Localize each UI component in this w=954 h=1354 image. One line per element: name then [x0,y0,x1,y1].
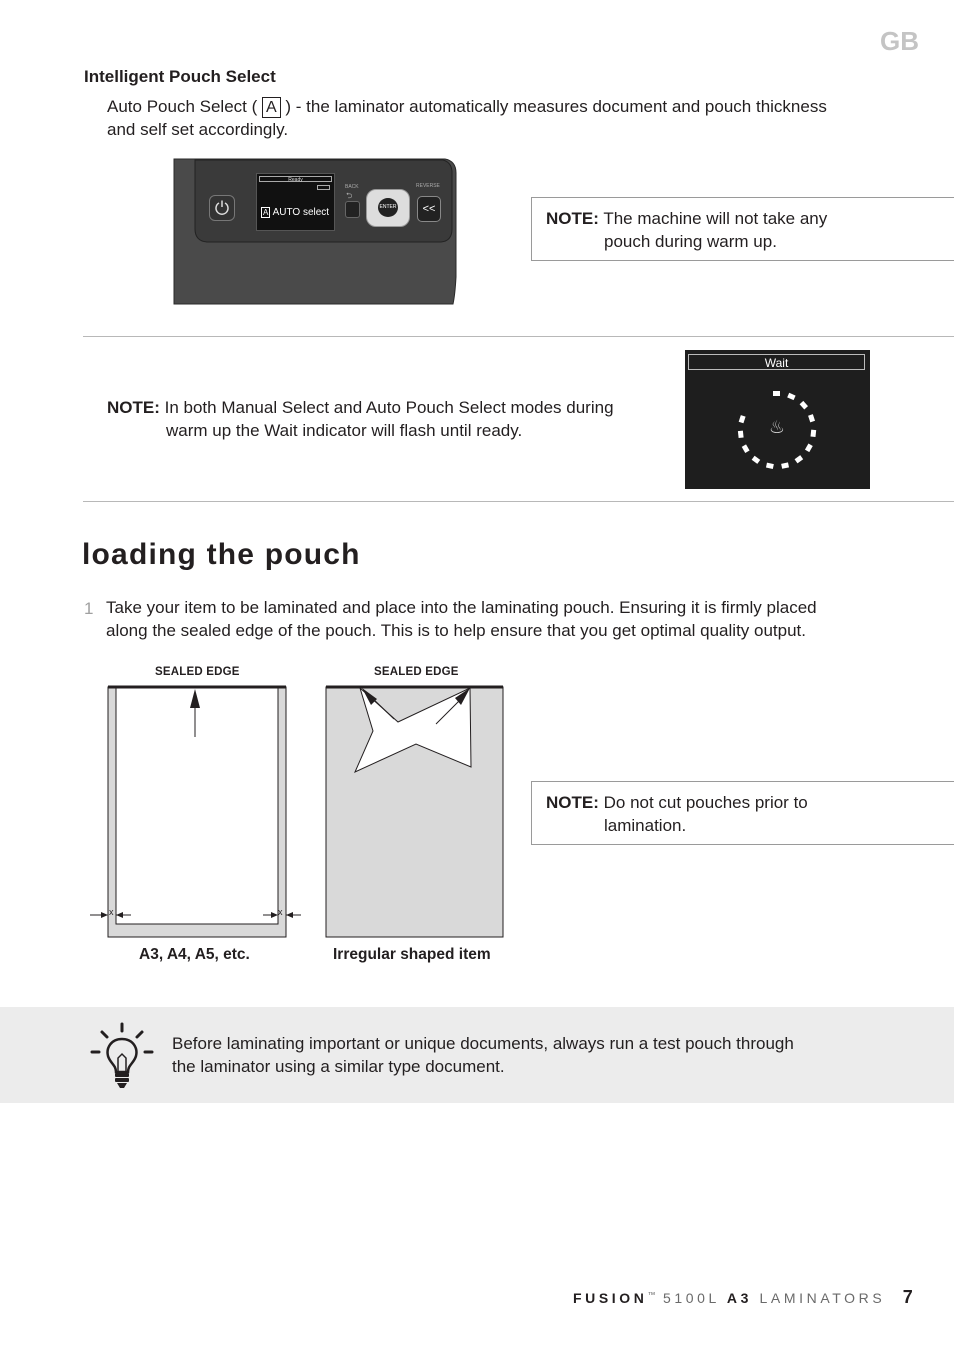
mode-text: AUTO select [272,207,330,218]
status-bar: Ready [259,176,332,182]
wait-display-illustration [685,350,870,489]
navigation-pad[interactable] [366,189,410,227]
lcd-screen [256,173,335,231]
note-text: warm up the Wait indicator will flash until ready. [166,421,523,440]
step-line: Take your item to be laminated and place into the laminating pouch. Ensuring it is firmly placed [106,598,817,617]
page-number: 7 [902,1287,913,1307]
pouch-diagram-irregular [324,684,506,940]
language-tag: GB [880,26,919,56]
sealed-edge-label: SEALED EDGE [374,666,459,678]
note-text: Do not cut pouches prior to [603,793,808,812]
diagram-caption: A3, A4, A5, etc. [139,946,250,963]
margin-mark: x [278,907,283,917]
description-text: ) - the laminator automatically measures document and pouch thickness [285,97,827,116]
tip-line: Before laminating important or unique documents, always run a test pouch through [172,1034,794,1053]
reverse-button[interactable]: << [417,196,441,222]
step-line: along the sealed edge of the pouch. This is to help ensure that you get optimal quality output. [106,621,806,640]
step-number: 1 [84,599,94,618]
mode-readout [261,207,329,218]
tip-text [172,1032,892,1078]
power-button[interactable] [209,195,235,221]
reverse-label: REVERSE [416,183,440,189]
diagram-caption: Irregular shaped item [333,946,491,963]
trademark-mark: ™ [647,1290,656,1300]
section-title: loading the pouch [82,538,361,571]
tip-line: the laminator using a similar type document. [172,1057,505,1076]
footer-size: A3 [726,1290,753,1306]
note-body [546,207,827,253]
back-label: BACK [345,184,359,190]
auto-mode-icon: A [263,208,269,217]
lightbulb-icon [89,1022,155,1090]
note-text: lamination. [604,816,687,835]
tip-band [0,1007,954,1103]
footer-brand: FUSION [573,1290,648,1306]
step-text [106,596,896,642]
pouch-diagram-standard [88,684,303,940]
note-wait [107,396,667,442]
enter-button[interactable]: ENTER [378,198,398,217]
power-icon [214,199,228,213]
note-label: NOTE: [107,398,160,417]
pouch-level-icon [317,185,330,190]
back-button[interactable] [345,201,360,218]
page-footer [573,1287,913,1308]
heat-icon: ♨ [768,417,786,437]
auto-pouch-description [107,95,907,141]
note-body [546,791,808,837]
section-heading: Intelligent Pouch Select [84,67,276,86]
note-text: pouch during warm up. [604,232,777,251]
margin-mark: x [109,907,114,917]
control-panel-illustration [173,157,458,305]
note-text: In both Manual Select and Auto Pouch Select modes during [164,398,614,417]
note-warmup [531,197,954,261]
note-label: NOTE: [546,793,599,812]
note-label: NOTE: [546,209,599,228]
divider [83,501,954,502]
note-text: The machine will not take any [603,209,828,228]
divider [83,336,954,337]
footer-model: 5100L [663,1290,720,1306]
description-text: and self set accordingly. [107,120,289,139]
sealed-edge-label: SEALED EDGE [155,666,240,678]
back-icon: ⮌ [346,191,353,200]
note-cut [531,781,954,845]
auto-mode-icon: A [262,97,281,118]
description-text: Auto Pouch Select ( [107,97,258,116]
wait-title: Wait [688,354,865,370]
footer-product: LAMINATORS [759,1290,886,1306]
